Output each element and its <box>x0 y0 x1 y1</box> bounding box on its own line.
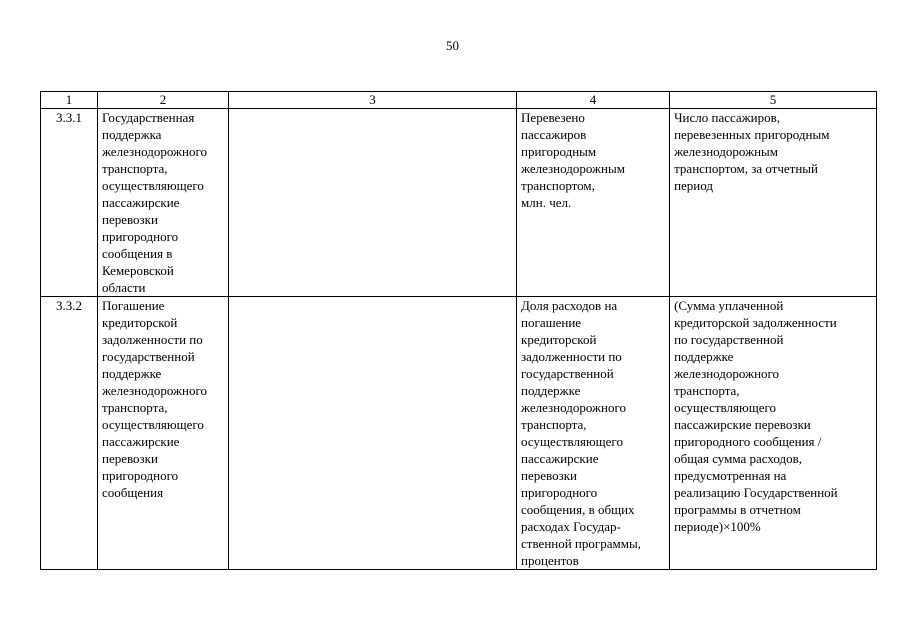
row-col3 <box>228 297 516 570</box>
row-method: (Сумма уплаченной кредиторской задолженности по государственной поддержке железнодорожного транспорта, осуществляющего пассажирские перевозки пригородного сообщения / общая сумма расходов, предусмотренная на реализацию Государственной программы в отчетном периоде)×100% <box>670 297 877 570</box>
table-row <box>41 297 877 570</box>
table-header-row <box>41 92 877 109</box>
header-cell-4: 4 <box>517 92 670 109</box>
table-row <box>41 109 877 297</box>
row-name: Погашение кредиторской задолженности по государственной поддержке железнодорожного транспорта, осуществляющего пассажирские перевозки пригородного сообщения <box>98 297 229 570</box>
page-number: 50 <box>446 38 459 53</box>
indicator-table <box>40 91 877 570</box>
row-col3 <box>228 109 516 297</box>
row-method: Число пассажиров, перевезенных пригородным железнодорожным транспортом, за отчетный период <box>670 109 877 297</box>
row-indicator: Доля расходов на погашение кредиторской задолженности по государственной поддержке железнодорожного транспорта, осуществляющего пассажирские перевозки пригородного сообщения, в общих расходах Государ- ственной программы, процентов <box>517 297 670 570</box>
row-name: Государственная поддержка железнодорожного транспорта, осуществляющего пассажирские перевозки пригородного сообщения в Кемеровской области <box>98 109 229 297</box>
header-cell-3: 3 <box>228 92 516 109</box>
header-cell-5: 5 <box>670 92 877 109</box>
header-cell-1: 1 <box>41 92 98 109</box>
row-number: 3.3.1 <box>41 109 98 297</box>
row-indicator: Перевезено пассажиров пригородным железнодорожным транспортом, млн. чел. <box>517 109 670 297</box>
header-cell-2: 2 <box>98 92 229 109</box>
row-number: 3.3.2 <box>41 297 98 570</box>
